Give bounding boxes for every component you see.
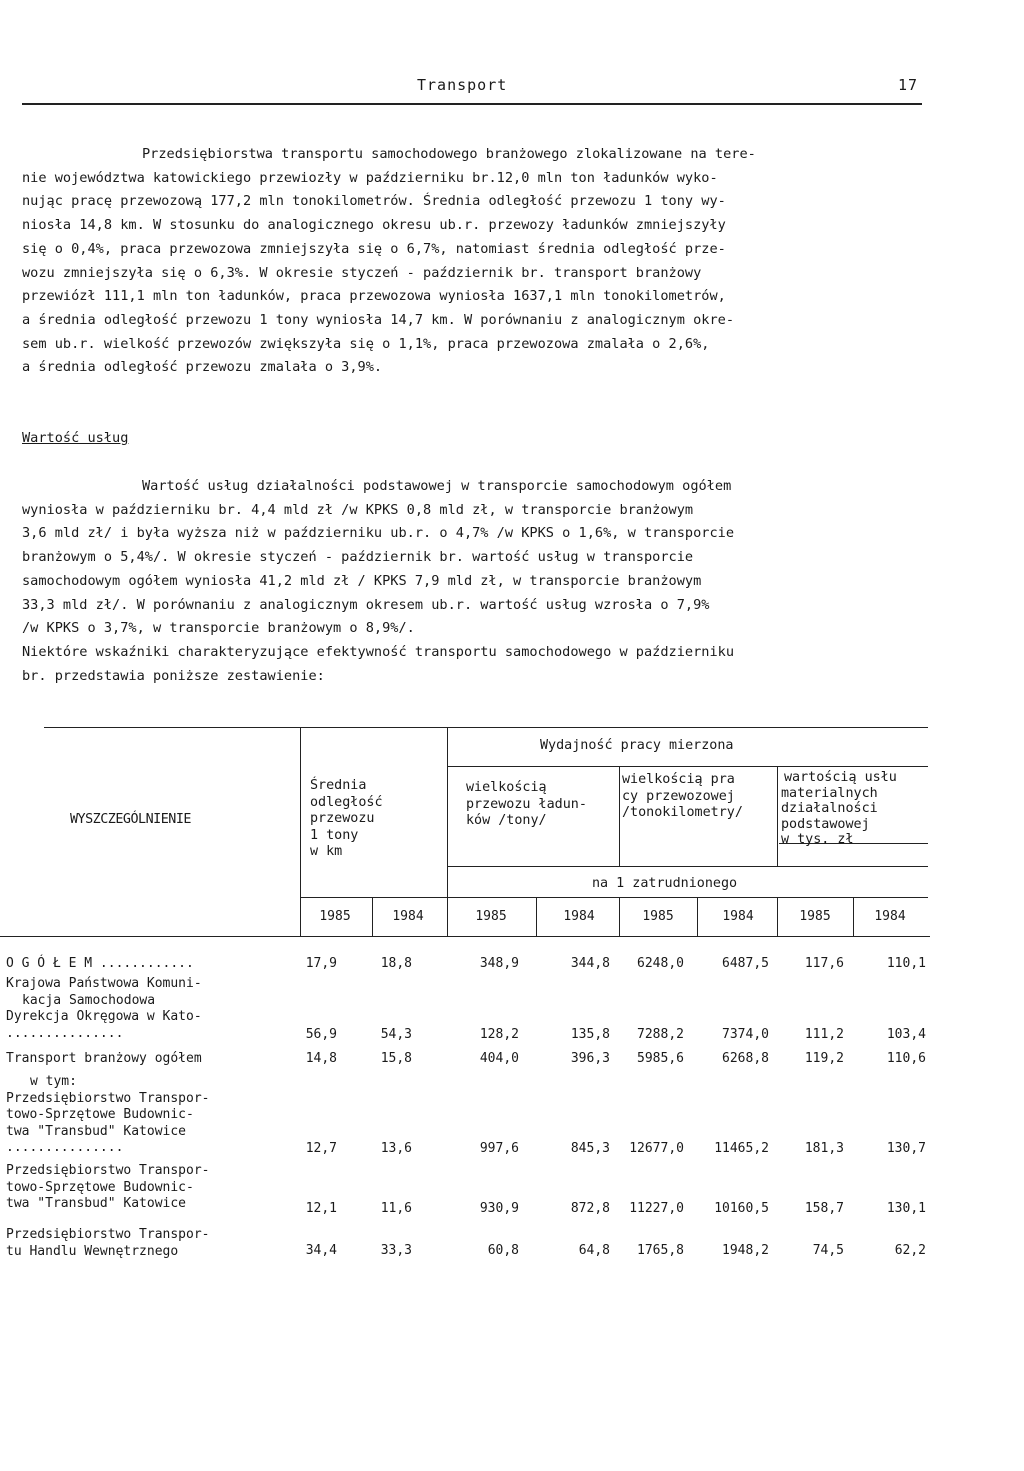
cell-value: 15,8 xyxy=(380,1051,412,1066)
row-label: Przedsiębiorstwo Transpor- towo-Sprzętowe Budownic- twa "Transbud" Katowice xyxy=(6,1163,210,1211)
cell-value: 11465,2 xyxy=(714,1141,769,1156)
cell-value: 117,6 xyxy=(804,956,844,971)
cell-value: 6248,0 xyxy=(637,956,684,971)
per-employee-label: na 1 zatrudnionego xyxy=(592,876,738,891)
year-header: 1984 xyxy=(392,909,424,924)
cell-value: 6268,8 xyxy=(722,1051,769,1066)
cell-value: 130,1 xyxy=(886,1201,926,1216)
value-header: wartością usłu materialnych działalności podstawowej w tys. zł xyxy=(781,770,897,847)
row-label: Transport branżowy ogółem xyxy=(6,1051,202,1066)
year-header: 1985 xyxy=(799,909,831,924)
cell-value: 135,8 xyxy=(570,1027,610,1042)
col-divider xyxy=(447,727,448,936)
group-title-rule xyxy=(447,766,928,767)
cell-value: 56,9 xyxy=(305,1027,337,1042)
services-line: samochodowym ogółem wyniosła 41,2 mld zł / KPKS 7,9 mld zł, w transporcie branżowym xyxy=(22,572,702,589)
cell-value: 74,5 xyxy=(812,1243,844,1258)
cell-value: 111,2 xyxy=(804,1027,844,1042)
cell-value: 158,7 xyxy=(804,1201,844,1216)
cell-value: 119,2 xyxy=(804,1051,844,1066)
col-divider xyxy=(853,897,854,936)
cell-value: 128,2 xyxy=(479,1027,519,1042)
years-top-rule xyxy=(300,897,928,898)
cell-value: 396,3 xyxy=(570,1051,610,1066)
cell-value: 11227,0 xyxy=(629,1201,684,1216)
col-divider xyxy=(300,727,301,936)
year-header: 1985 xyxy=(642,909,674,924)
cell-value: 348,9 xyxy=(479,956,519,971)
year-header: 1985 xyxy=(319,909,351,924)
year-header: 1984 xyxy=(722,909,754,924)
intro-line: nując pracę przewozową 177,2 mln tonokilometrów. Średnia odległość przewozu 1 tony wy- xyxy=(22,193,726,210)
cell-value: 1948,2 xyxy=(722,1243,769,1258)
running-header-title: Transport xyxy=(417,76,508,94)
section-heading: Wartość usług xyxy=(22,430,129,446)
avg-distance-header: Średnia odległość przewozu 1 tony w km xyxy=(310,778,383,859)
services-paragraph xyxy=(22,475,1007,688)
services-line: br. przedstawia poniższe zestawienie: xyxy=(22,667,325,684)
col-divider xyxy=(536,897,537,936)
cell-value: 5985,6 xyxy=(637,1051,684,1066)
intro-line: Przedsiębiorstwa transportu samochodowego branżowego zlokalizowane na tere- xyxy=(142,146,756,162)
cell-value: 12677,0 xyxy=(629,1141,684,1156)
work-header: wielkością pra cy przewozowej /tonokilometry/ xyxy=(622,772,743,820)
cell-value: 6487,5 xyxy=(722,956,769,971)
year-header: 1984 xyxy=(563,909,595,924)
row-label-header: WYSZCZEGÓLNIENIE xyxy=(70,812,191,827)
intro-paragraph xyxy=(22,143,1007,380)
intro-line: nie województwa katowickiego przewiozły w październiku br.12,0 mln ton ładunków wyko- xyxy=(22,169,718,186)
cell-value: 7288,2 xyxy=(637,1027,684,1042)
header-bottom-rule xyxy=(0,936,930,937)
col-divider xyxy=(777,897,778,936)
intro-line: się o 0,4%, praca przewozowa zmniejszyła się o 6,7%, natomiast średnia odległość prze- xyxy=(22,240,726,257)
services-line: Niektóre wskaźniki charakteryzujące efektywność transportu samochodowego w październiku xyxy=(22,643,735,660)
cell-value: 872,8 xyxy=(570,1201,610,1216)
row-label: O G Ó Ł E M ............ xyxy=(6,956,194,971)
cell-value: 1765,8 xyxy=(637,1243,684,1258)
header-rule xyxy=(22,103,922,105)
services-line: Wartość usług działalności podstawowej w transporcie samochodowym ogółem xyxy=(142,478,732,494)
cell-value: 997,6 xyxy=(479,1141,519,1156)
cell-value: 33,3 xyxy=(380,1243,412,1258)
tons-header: wielkością przewozu ładun- ków /tony/ xyxy=(466,780,587,828)
cell-value: 34,4 xyxy=(305,1243,337,1258)
cell-value: 845,3 xyxy=(570,1141,610,1156)
cell-value: 60,8 xyxy=(487,1243,519,1258)
cell-value: 930,9 xyxy=(479,1201,519,1216)
intro-line: a średnia odległość przewozu zmalała o 3,9%. xyxy=(22,359,383,376)
cell-value: 110,6 xyxy=(886,1051,926,1066)
services-line: wyniosła w październiku br. 4,4 mld zł /w KPKS 0,8 mld zł, w transporcie branżowym xyxy=(22,501,694,518)
cell-value: 404,0 xyxy=(479,1051,519,1066)
cell-value: 11,6 xyxy=(380,1201,412,1216)
cell-value: 64,8 xyxy=(578,1243,610,1258)
intro-line: a średnia odległość przewozu 1 tony wyniosła 14,7 km. W porównaniu z analogicznym okre- xyxy=(22,311,735,328)
col-divider xyxy=(777,766,778,866)
cell-value: 54,3 xyxy=(380,1027,412,1042)
col-divider xyxy=(697,897,698,936)
group-title: Wydajność pracy mierzona xyxy=(540,738,734,753)
services-line: 33,3 mld zł/. W porównaniu z analogicznym okresem ub.r. wartość usług wzrosła o 7,9% xyxy=(22,596,710,613)
cell-value: 62,2 xyxy=(894,1243,926,1258)
row-label: Krajowa Państwowa Komuni- kacja Samochodowa Dyrekcja Okręgowa w Kato- ............... xyxy=(6,976,202,1041)
services-line: /w KPKS o 3,7%, w transporcie branżowym o 8,9%/. xyxy=(22,620,415,637)
row-label: Przedsiębiorstwo Transpor- tu Handlu Wewnętrznego xyxy=(6,1227,210,1259)
cell-value: 12,1 xyxy=(305,1201,337,1216)
col-divider xyxy=(619,897,620,936)
intro-line: przewiózł 111,1 mln ton ładunków, praca przewozowa wyniosła 1637,1 mln tonokilometrów, xyxy=(22,288,726,305)
cell-value: 14,8 xyxy=(305,1051,337,1066)
year-header: 1984 xyxy=(874,909,906,924)
cell-value: 17,9 xyxy=(305,956,337,971)
intro-line: niosła 14,8 km. W stosunku do analogicznego okresu ub.r. przewozy ładunków zmniejszyły xyxy=(22,217,726,234)
cell-value: 344,8 xyxy=(570,956,610,971)
table-top-rule xyxy=(44,727,928,728)
cell-value: 7374,0 xyxy=(722,1027,769,1042)
cell-value: 13,6 xyxy=(380,1141,412,1156)
services-line: 3,6 mld zł/ i była wyższa niż w październiku ub.r. o 4,7% /w KPKS o 1,6%, w transporcie xyxy=(22,525,735,542)
cell-value: 110,1 xyxy=(886,956,926,971)
page-number: 17 xyxy=(898,76,919,94)
services-line: branżowym o 5,4%/. W okresie styczeń - październik br. wartość usług w transporcie xyxy=(22,549,694,566)
cell-value: 181,3 xyxy=(804,1141,844,1156)
intro-line: wozu zmniejszyła się o 6,3%. W okresie styczeń - październik br. transport branżowy xyxy=(22,264,702,281)
year-header: 1985 xyxy=(475,909,507,924)
cell-value: 130,7 xyxy=(886,1141,926,1156)
col-divider xyxy=(619,766,620,866)
cell-value: 18,8 xyxy=(380,956,412,971)
cell-value: 12,7 xyxy=(305,1141,337,1156)
row-label: w tym: Przedsiębiorstwo Transpor- towo-Sprzętowe Budownic- twa "Transbud" Katowice ............... xyxy=(6,1074,210,1155)
per-employee-top-rule xyxy=(447,866,928,867)
cell-value: 10160,5 xyxy=(714,1201,769,1216)
intro-line: sem ub.r. wielkość przewozów zwiększyła się o 1,1%, praca przewozowa zmalała o 2,6%, xyxy=(22,335,710,352)
cell-value: 103,4 xyxy=(886,1027,926,1042)
